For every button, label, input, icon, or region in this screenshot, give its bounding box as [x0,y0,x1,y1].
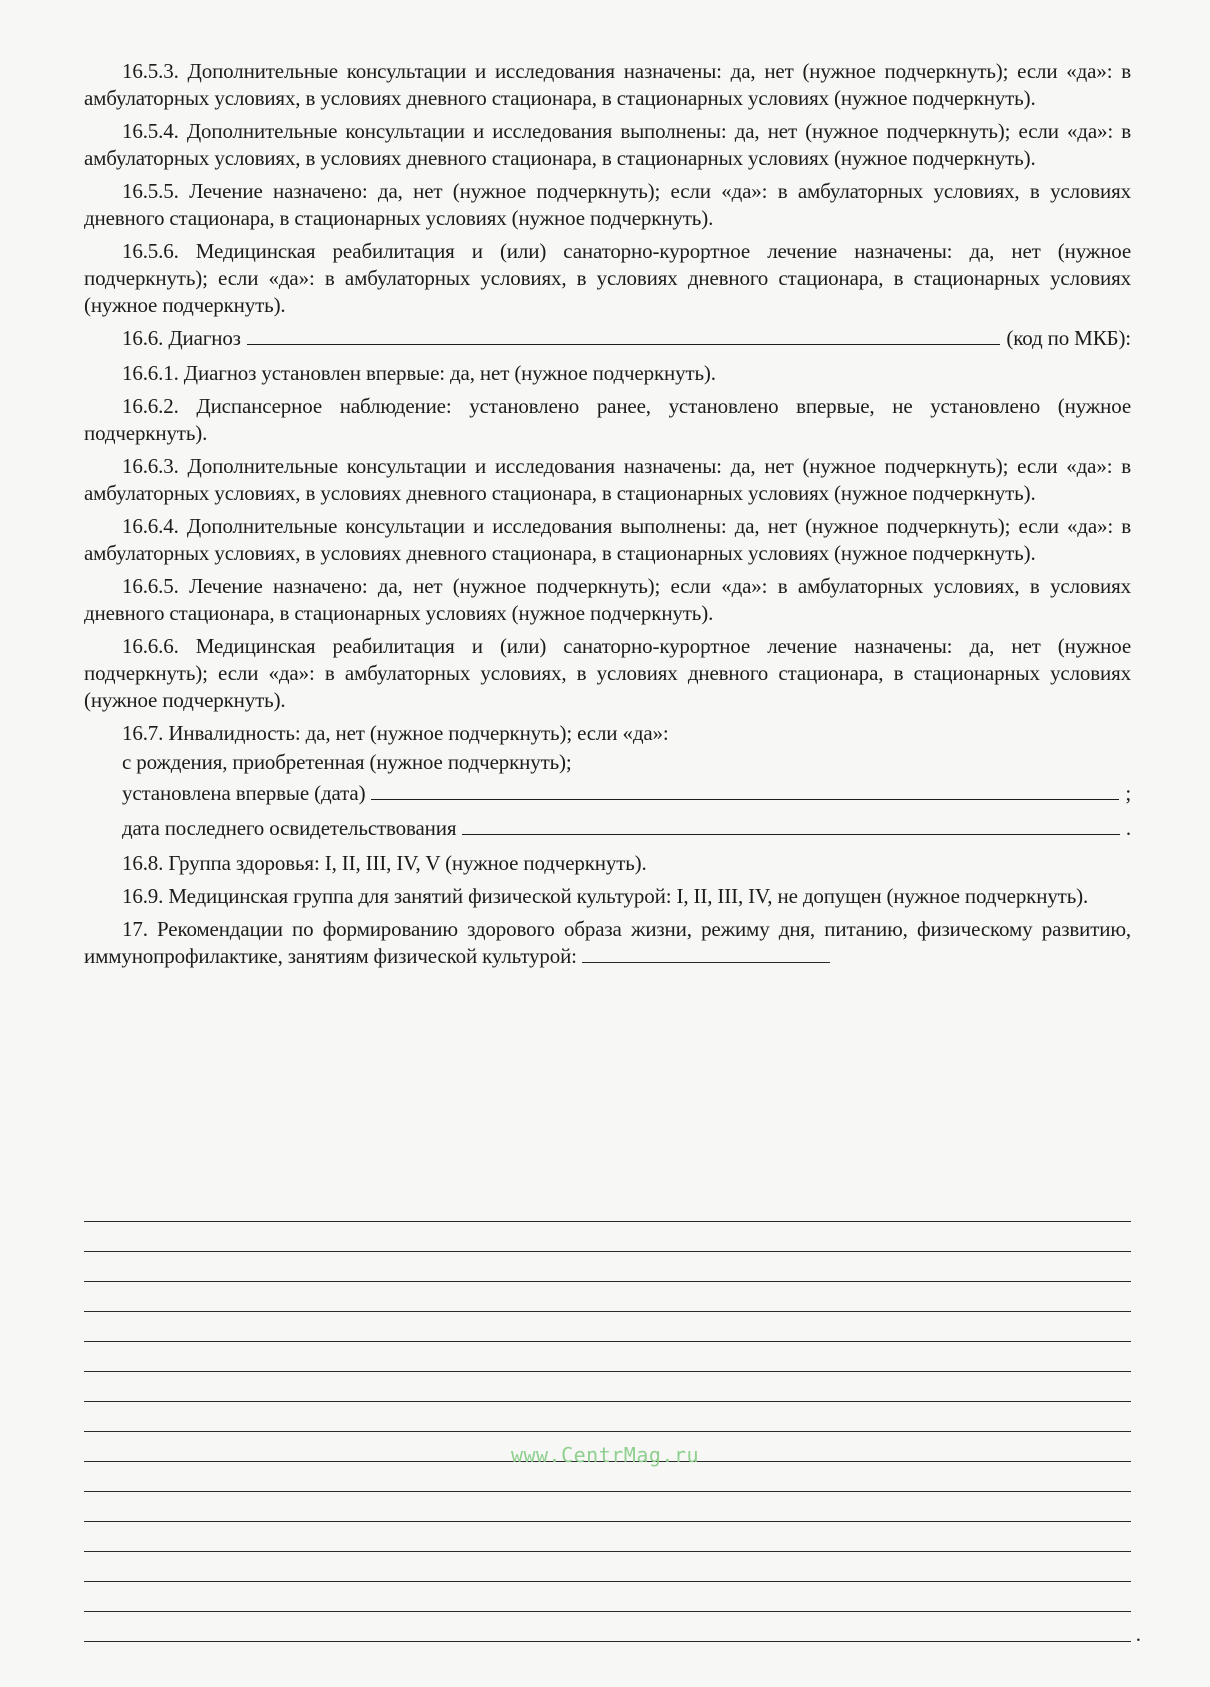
recommendations-line[interactable] [84,1342,1131,1372]
recommendations-line[interactable] [84,1282,1131,1312]
recommendations-line[interactable] [84,1372,1131,1402]
paragraph-16-6-4: 16.6.4. Дополнительные консультации и исследования выполнены: да, нет (нужное подчеркнуть); если «да»: в амбулаторных условиях, в условиях дневного стационара, в стационарных условиях (нужное подчеркнуть). [84,514,1131,565]
diagnosis-label: 16.6. Диагноз [122,326,241,350]
paragraph-16-6-6: 16.6.6. Медицинская реабилитация и (или) санаторно-курортное лечение назначены: да, нет (нужное подчеркнуть); если «да»: в амбулаторных условиях, в условиях дневного стационара, в стационарных условиях (нужное подчеркнуть). [84,634,1131,712]
recommendations-line[interactable] [84,1252,1131,1282]
recommendations-line[interactable] [84,1582,1131,1612]
paragraph-16-9: 16.9. Медицинская группа для занятий физической культурой: I, II, III, IV, не допущен (нужное подчеркнуть). [122,884,1089,908]
recommendations-inline-blank[interactable] [582,948,830,963]
last-examination-date-blank[interactable] [462,816,1120,835]
paragraph-16-7: 16.7. Инвалидность: да, нет (нужное подчеркнуть); если «да»: [122,721,669,745]
last-examination-date-end: . [1125,816,1131,840]
last-examination-date-label: дата последнего освидетельствования [122,816,457,840]
paragraph-16-5-6: 16.5.6. Медицинская реабилитация и (или) санаторно-курортное лечение назначены: да, нет (нужное подчеркнуть); если «да»: в амбулаторных условиях, в условиях дневного стационара, в стационарных условиях (нужное подчеркнуть). [84,239,1131,317]
end-dot: . [1135,1622,1141,1646]
paragraph-16-5-5: 16.5.5. Лечение назначено: да, нет (нужное подчеркнуть); если «да»: в амбулаторных условиях, в условиях дневного стационара, в стационарных условиях (нужное подчеркнуть). [84,179,1131,230]
disability-type-line: с рождения, приобретенная (нужное подчеркнуть); [122,750,572,774]
diagnosis-icd-label: (код по МКБ): [1006,326,1131,350]
form-content [84,58,1131,970]
last-examination-date-row [84,815,1131,842]
disability-first-date-blank[interactable] [371,781,1119,800]
recommendations-line[interactable] [84,1522,1131,1552]
recommendations-line[interactable] [84,1192,1131,1222]
watermark: www.CentrMag.ru [510,1443,700,1467]
recommendations-lines [84,1192,1141,1646]
paragraph-16-6-2: 16.6.2. Диспансерное наблюдение: установлено ранее, установлено впервые, не установлено (нужное подчеркнуть). [84,394,1131,445]
paragraph-16-6-3: 16.6.3. Дополнительные консультации и исследования назначены: да, нет (нужное подчеркнуть); если «да»: в амбулаторных условиях, в условиях дневного стационара, в стационарных условиях (нужное подчеркнуть). [84,454,1131,505]
disability-first-date-end: ; [1125,781,1131,805]
paragraph-16-8: 16.8. Группа здоровья: I, II, III, IV, V (нужное подчеркнуть). [122,851,647,875]
recommendations-label: 17. Рекомендации по формированию здорового образа жизни, режиму дня, питанию, физическому развитию, иммунопрофилактике, занятиям физической культурой: [84,917,1131,968]
diagnosis-field-row [84,325,1131,352]
recommendations-line[interactable] [84,1222,1131,1252]
paragraph-16-6-5: 16.6.5. Лечение назначено: да, нет (нужное подчеркнуть); если «да»: в амбулаторных условиях, в условиях дневного стационара, в стационарных условиях (нужное подчеркнуть). [84,574,1131,625]
paragraph-17 [84,916,1131,970]
disability-first-date-label: установлена впервые (дата) [122,781,366,805]
recommendations-line[interactable] [84,1402,1131,1432]
disability-first-date-row [84,780,1131,807]
paragraph-16-5-3: 16.5.3. Дополнительные консультации и исследования назначены: да, нет (нужное подчеркнуть); если «да»: в амбулаторных условиях, в условиях дневного стационара, в стационарных условиях (нужное подчеркнуть). [84,59,1131,110]
diagnosis-blank[interactable] [247,326,1001,345]
paragraph-16-6-1: 16.6.1. Диагноз установлен впервые: да, нет (нужное подчеркнуть). [122,361,716,385]
recommendations-line[interactable] [84,1312,1131,1342]
recommendations-line[interactable] [84,1612,1141,1646]
recommendations-line[interactable] [84,1552,1131,1582]
paragraph-16-5-4: 16.5.4. Дополнительные консультации и исследования выполнены: да, нет (нужное подчеркнуть); если «да»: в амбулаторных условиях, в условиях дневного стационара, в стационарных условиях (нужное подчеркнуть). [84,119,1131,170]
recommendations-line[interactable] [84,1492,1131,1522]
